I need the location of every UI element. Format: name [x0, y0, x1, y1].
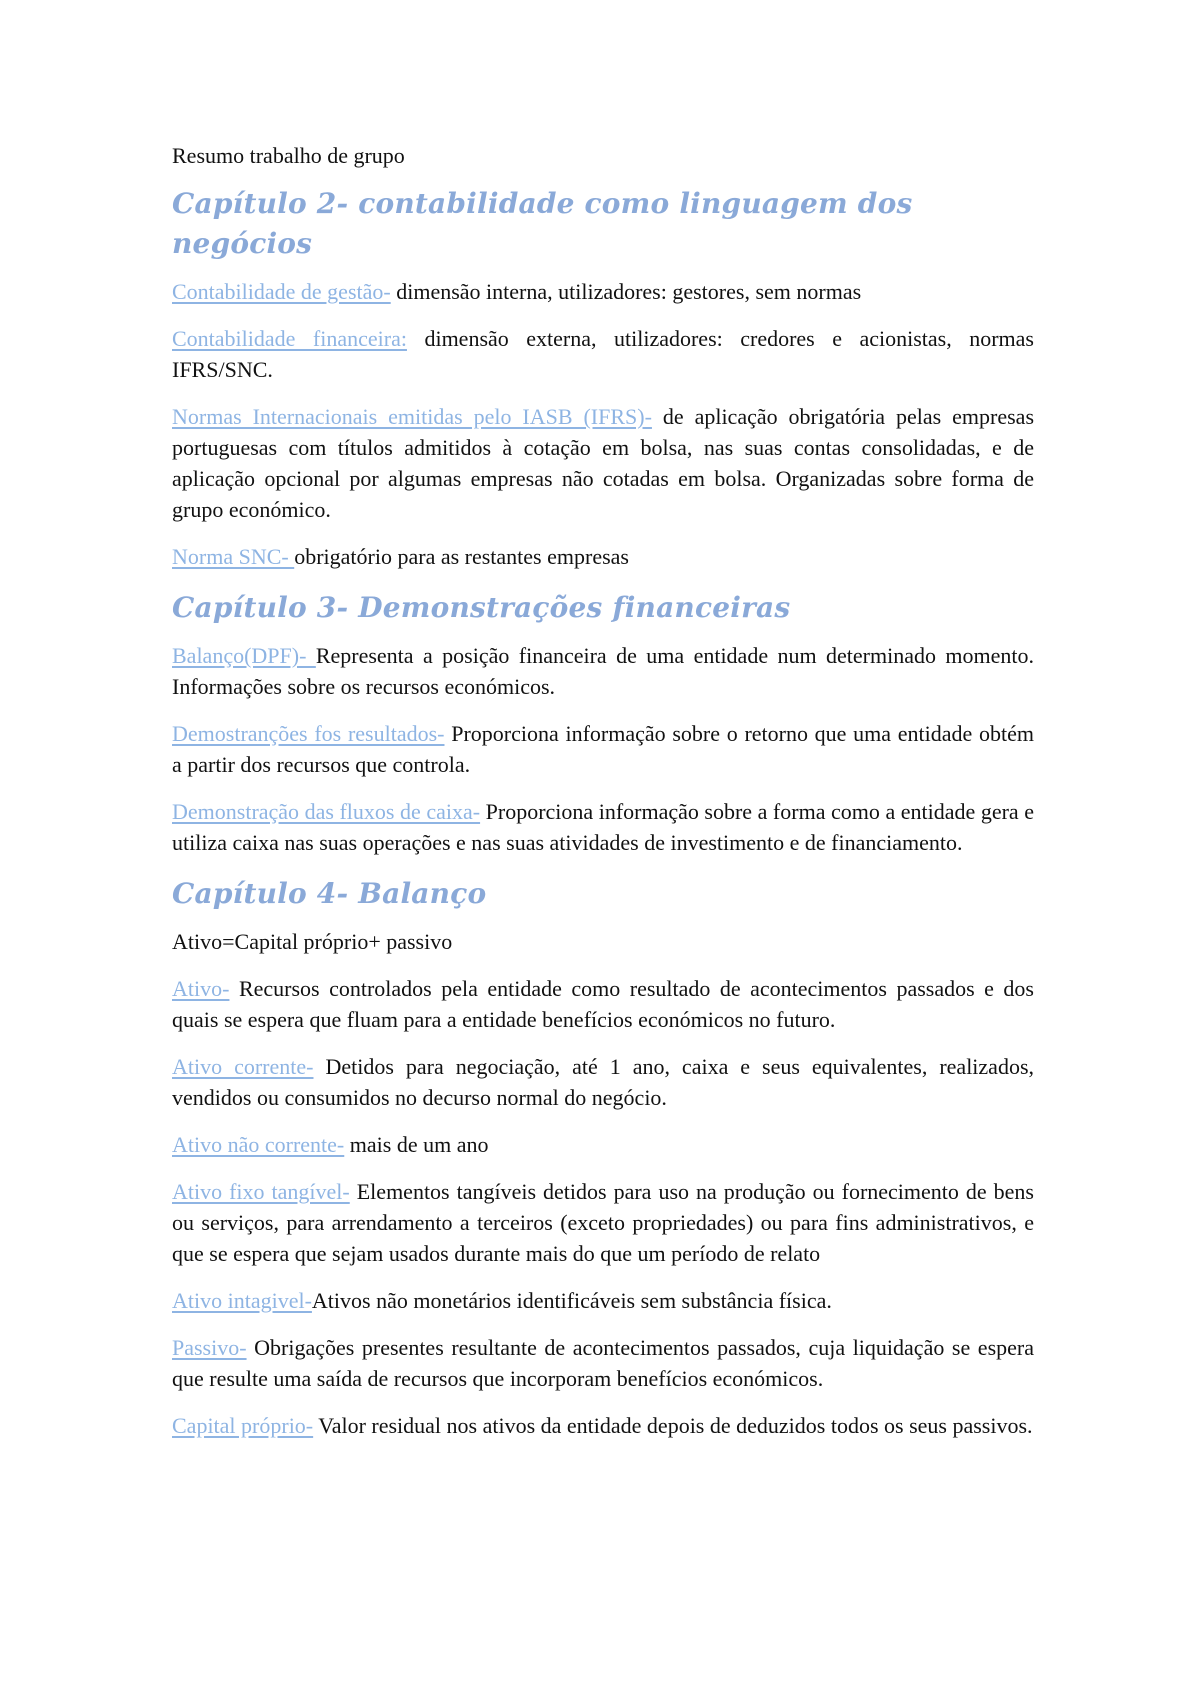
paragraph-norma-snc: [172, 541, 1034, 572]
term-contabilidade-gestao[interactable]: Contabilidade de gestão-: [172, 279, 391, 304]
paragraph-balanco-dpf: [172, 640, 1034, 702]
definition-text: Representa a posição financeira de uma entidade num determinado momento. Informações sobre os recursos económicos.: [172, 643, 1034, 699]
paragraph-ativo-corrente: [172, 1051, 1034, 1113]
definition-text: Elementos tangíveis detidos para uso na produção ou fornecimento de bens ou serviços, para arrendamento a terceiros (exceto propriedades) ou para fins administrativos, e que se espera que sejam usados durante mais do que um período de relato: [172, 1179, 1034, 1266]
term-demonstracoes-resultados[interactable]: Demostranções fos resultados-: [172, 721, 445, 746]
chapter-2-heading: Capítulo 2- contabilidade como linguagem dos negócios: [172, 187, 913, 260]
paragraph-contabilidade-financeira: [172, 323, 1034, 385]
paragraph-ativo: [172, 973, 1034, 1035]
paragraph-capital-proprio: [172, 1410, 1034, 1441]
paragraph-ativo-intangivel: [172, 1285, 1034, 1316]
definition-text: de aplicação obrigatória pelas empresas portuguesas com títulos admitidos à cotação em bolsa, nas suas contas consolidadas, e de aplicação opcional por algumas empresas não cotadas em bolsa. Organizadas sobre forma de grupo económico.: [172, 404, 1034, 522]
term-passivo[interactable]: Passivo-: [172, 1335, 247, 1360]
term-ativo-nao-corrente[interactable]: Ativo não corrente-: [172, 1132, 345, 1157]
term-ativo-intangivel[interactable]: Ativo intagivel-: [172, 1288, 312, 1313]
paragraph-ativo-nao-corrente: [172, 1129, 1034, 1160]
document-title: Resumo trabalho de grupo: [172, 143, 405, 168]
definition-text: dimensão interna, utilizadores: gestores, sem normas: [390, 279, 862, 304]
paragraph-demonstracoes-resultados: [172, 718, 1034, 780]
definition-text: Ativos não monetários identificáveis sem substância física.: [311, 1288, 832, 1313]
term-capital-proprio[interactable]: Capital próprio-: [172, 1413, 314, 1438]
definition-text: Proporciona informação sobre a forma como a entidade gera e utiliza caixa nas suas operações e nas suas atividades de investimento e de financiamento.: [172, 799, 1034, 855]
document-page: [172, 140, 1034, 1457]
paragraph-ativo-fixo-tangivel: [172, 1176, 1034, 1269]
paragraph-contabilidade-gestao: [172, 276, 1034, 307]
term-fluxos-caixa[interactable]: Demonstração das fluxos de caixa-: [172, 799, 481, 824]
paragraph-fluxos-caixa: [172, 796, 1034, 858]
definition-text: dimensão externa, utilizadores: credores e acionistas, normas IFRS/SNC.: [172, 326, 1034, 382]
term-ativo-corrente[interactable]: Ativo corrente-: [172, 1054, 314, 1079]
chapter-3-heading: Capítulo 3- Demonstrações financeiras: [172, 591, 791, 624]
definition-text: Obrigações presentes resultante de acontecimentos passados, cuja liquidação se espera que resulte uma saída de recursos que incorporam benefícios económicos.: [172, 1335, 1034, 1391]
definition-text: obrigatório para as restantes empresas: [294, 544, 629, 569]
term-contabilidade-financeira[interactable]: Contabilidade financeira:: [172, 326, 407, 351]
paragraph-normas-ifrs: [172, 401, 1034, 525]
definition-text: Recursos controlados pela entidade como resultado de acontecimentos passados e dos quais se espera que fluam para a entidade benefícios económicos no futuro.: [172, 976, 1034, 1032]
term-norma-snc[interactable]: Norma SNC-: [172, 544, 295, 569]
term-normas-ifrs[interactable]: Normas Internacionais emitidas pelo IASB (IFRS)-: [172, 404, 652, 429]
definition-text: Valor residual nos ativos da entidade depois de deduzidos todos os seus passivos.: [313, 1413, 1033, 1438]
term-ativo[interactable]: Ativo-: [172, 976, 230, 1001]
term-ativo-fixo-tangivel[interactable]: Ativo fixo tangível-: [172, 1179, 350, 1204]
balance-equation: Ativo=Capital próprio+ passivo: [172, 929, 453, 954]
paragraph-passivo: [172, 1332, 1034, 1394]
definition-text: mais de um ano: [344, 1132, 489, 1157]
definition-text: Detidos para negociação, até 1 ano, caixa e seus equivalentes, realizados, vendidos ou consumidos no decurso normal do negócio.: [172, 1054, 1035, 1110]
definition-text: Proporciona informação sobre o retorno que uma entidade obtém a partir dos recursos que controla.: [172, 721, 1034, 777]
chapter-4-heading: Capítulo 4- Balanço: [172, 877, 487, 910]
term-balanco-dpf[interactable]: Balanço(DPF)-: [172, 643, 316, 668]
